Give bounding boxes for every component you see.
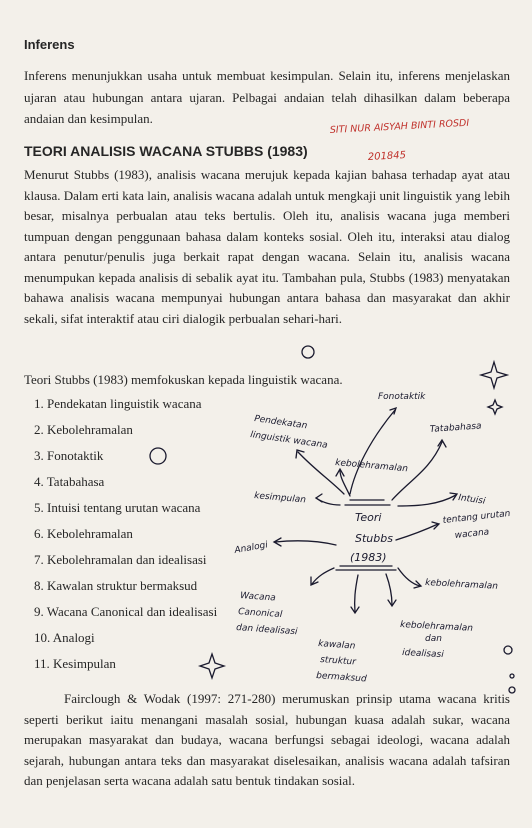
mindmap-kawalan-1: kawalan <box>317 639 356 652</box>
mindmap-kebolehramalan: kebolehramalan <box>334 458 409 475</box>
mindmap-center-line-1: Teori <box>355 511 382 524</box>
list-item: 8. Kawalan struktur bermaksud <box>34 578 198 593</box>
list-item: 6. Kebolehramalan <box>34 526 133 541</box>
arrow-kawalan <box>355 575 358 612</box>
section-heading: Inferens <box>24 37 75 52</box>
sparkle-icon <box>488 400 502 414</box>
arrow-kesimpulan <box>316 498 340 505</box>
doodle-dot-icon <box>510 674 514 678</box>
mindmap-tatabahasa: Tatabahasa <box>429 421 482 435</box>
mindmap-wacana-canonical-1: Wacana <box>239 591 277 604</box>
doodle-circle-icon <box>150 448 166 464</box>
arrow-intuisi <box>398 495 456 506</box>
mindmap-wacana-canonical-3: dan idealisasi <box>235 623 298 638</box>
mindmap-kawalan-2: struktur <box>319 655 357 668</box>
mindmap-intuisi-3: wacana <box>454 527 490 541</box>
arrow-analogi <box>275 541 336 545</box>
mindmap-intuisi-2: tentang urutan <box>442 508 511 526</box>
list-item: 1. Pendekatan linguistik wacana <box>34 396 202 411</box>
mindmap-center-underline <box>345 500 390 505</box>
principles-paragraph: Fairclough & Wodak (1997: 271-280) merumuskan prinsip utama wacana kritis seperti berikut iaitu menangani masalah sosial, hubungan kuasa adalah sukar, wacana merupakan masyarakat dan budaya, wacana berfungsi sebagai ideologi, wacana adalah sejarah, hubungan antara teks dan masyarakat diselesaikan, analisis wacana adalah tafsiran dan penjelasan serta wacana adalah satu bentuk tindakan sosial. <box>24 691 510 788</box>
mindmap-center-baseline <box>336 566 396 570</box>
mindmap-kebolehramalan-idealisasi-2: dan <box>425 634 442 644</box>
mindmap-kebolehramalan-2: kebolehramalan <box>424 578 499 592</box>
doodle-circle-icon <box>302 346 314 358</box>
theory-title: TEORI ANALISIS WACANA STUBBS (1983) <box>24 143 308 159</box>
sparkle-icon <box>481 362 507 388</box>
doodle-circle-icon <box>509 687 515 693</box>
inferens-paragraph: Inferens menunjukkan usaha untuk membuat kesimpulan. Selain itu, inferens menjelaskan ujaran atau hubungan antara ujaran. Pelbagai andaian telah dihasilkan dalam beberapa andaian dan kesimpulan. <box>24 68 510 126</box>
arrow-kebolehramalan-2 <box>398 568 420 586</box>
theory-paragraph: Menurut Stubbs (1983), analisis wacana merujuk kepada kajian bahasa terhadap ayat atau klausa. Dalam erti kata lain, analisis wacana adalah untuk mengkaji unit linguistik yang lebih besar, misalnya perbualan atau teks bertulis. Oleh itu, analisis wacana juga memberi tumpuan dengan penggunaan bahasa dalam konteks sosial. Oleh itu, interaksi atau dialog antara penutur/penulis juga berkait rapat dengan wacana. Selain itu, analisis wacana menumpukan kepada analisis di sebalik ayat itu. Tambahan pula, Stubbs (1983) menyatakan bahawa analisis wacana mempunyai hubungan antara bahasa dan masyarakat dan akhir sekali, sifat interaktif atau ciri dialogik perbualan sehari-hari. <box>24 167 510 326</box>
mindmap-pendekatan-2: linguistik wacana <box>249 430 329 451</box>
sparkle-icon <box>200 654 224 678</box>
mindmap-fonotaktik: Fonotaktik <box>378 392 426 402</box>
mindmap-center-line-2: Stubbs <box>355 532 393 545</box>
list-item: 4. Tatabahasa <box>34 474 105 489</box>
list-item: 3. Fonotaktik <box>34 448 104 463</box>
handwritten-name: SITI NUR AISYAH BINTI ROSDI <box>329 117 470 136</box>
list-intro: Teori Stubbs (1983) memfokuskan kepada linguistik wacana. <box>24 372 343 387</box>
list-item: 10. Analogi <box>34 630 95 645</box>
arrow-tentang-urutan <box>396 524 438 540</box>
list-item: 5. Intuisi tentang urutan wacana <box>34 500 201 515</box>
arrowhead <box>316 494 322 502</box>
doodle-circle-icon <box>504 646 512 654</box>
arrow-fonotaktik <box>350 410 395 494</box>
mindmap-wacana-canonical-2: Canonical <box>237 607 283 621</box>
mindmap-kawalan-3: bermaksud <box>315 671 367 685</box>
mindmap-intuisi-1: Intuisi <box>457 493 486 507</box>
arrow-wacana-canonical <box>312 568 334 584</box>
list-item: 2. Kebolehramalan <box>34 422 133 437</box>
handwritten-id: 201845 <box>367 150 407 163</box>
list-item: 11. Kesimpulan <box>34 656 116 671</box>
mindmap-center-line-3: (1983) <box>350 551 387 564</box>
mindmap-analogi: Analogi <box>233 540 269 556</box>
list-item: 7. Kebolehramalan dan idealisasi <box>34 552 207 567</box>
list-item: 9. Wacana Canonical dan idealisasi <box>34 604 218 619</box>
mindmap-pendekatan-1: Pendekatan <box>253 414 308 432</box>
mindmap-kesimpulan: kesimpulan <box>253 491 307 506</box>
mindmap-kebolehramalan-idealisasi-1: kebolehramalan <box>399 620 474 634</box>
mindmap-kebolehramalan-idealisasi-3: idealisasi <box>401 648 444 661</box>
